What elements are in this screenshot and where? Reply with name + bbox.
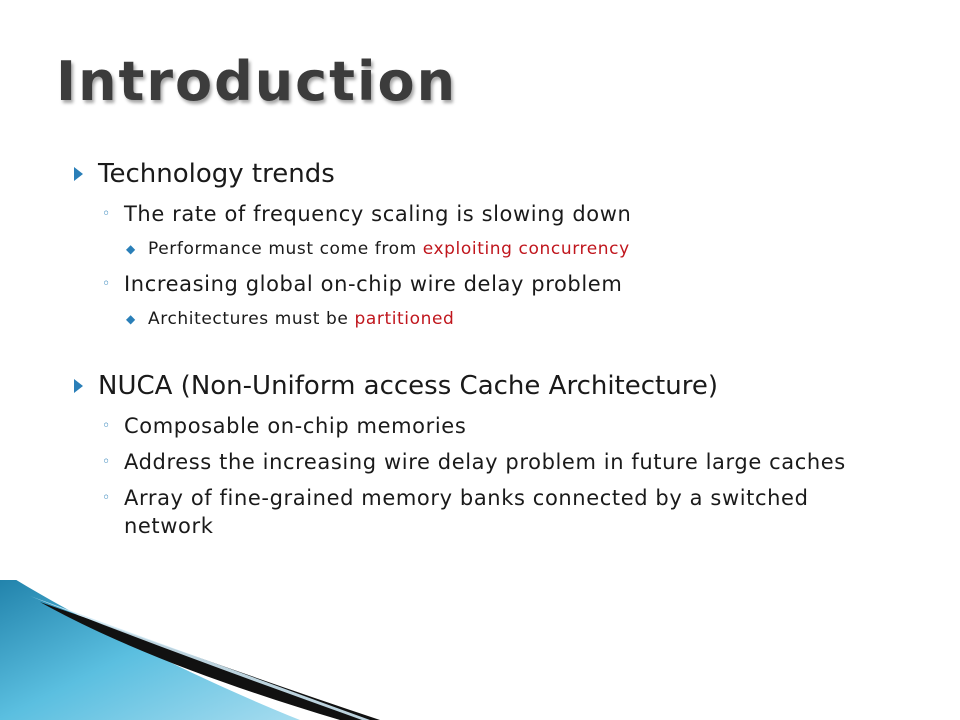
bullet-text: Increasing global on-chip wire delay problem <box>124 272 623 296</box>
bullet-level1 <box>74 156 894 192</box>
circle-bullet-icon: ◦ <box>102 454 111 470</box>
bullet-text: Architectures must be <box>148 309 355 329</box>
bullet-level2 <box>74 484 894 540</box>
bullet-level3 <box>74 306 894 332</box>
circle-bullet-icon: ◦ <box>102 418 111 434</box>
bullet-text: Address the increasing wire delay problem in future large caches <box>124 450 846 474</box>
bullet-text: NUCA (Non-Uniform access Cache Architecture) <box>98 371 718 401</box>
bullet-text: The rate of frequency scaling is slowing down <box>124 202 632 226</box>
circle-bullet-icon: ◦ <box>102 206 111 222</box>
highlighted-text: exploiting concurrency <box>422 239 630 259</box>
bullet-level2 <box>74 200 894 228</box>
triangle-bullet-icon <box>74 167 83 181</box>
circle-bullet-icon: ◦ <box>102 276 111 292</box>
bullet-list <box>74 156 894 540</box>
bullet-level3 <box>74 236 894 262</box>
slide-title: Introduction <box>56 50 458 113</box>
bullet-level2 <box>74 448 894 476</box>
decorative-swoosh <box>0 580 960 720</box>
highlighted-text: partitioned <box>354 309 455 329</box>
bullet-level2 <box>74 412 894 440</box>
bullet-level1 <box>74 368 894 404</box>
bullet-text: Technology trends <box>98 159 335 189</box>
diamond-bullet-icon: ◆ <box>126 312 136 326</box>
bullet-level2 <box>74 270 894 298</box>
diamond-bullet-icon: ◆ <box>126 242 136 256</box>
bullet-text: Array of fine-grained memory banks connected by a switched network <box>124 486 809 538</box>
bullet-text: Composable on-chip memories <box>124 414 467 438</box>
bullet-text: Performance must come from <box>148 239 423 259</box>
circle-bullet-icon: ◦ <box>102 490 111 506</box>
triangle-bullet-icon <box>74 379 83 393</box>
